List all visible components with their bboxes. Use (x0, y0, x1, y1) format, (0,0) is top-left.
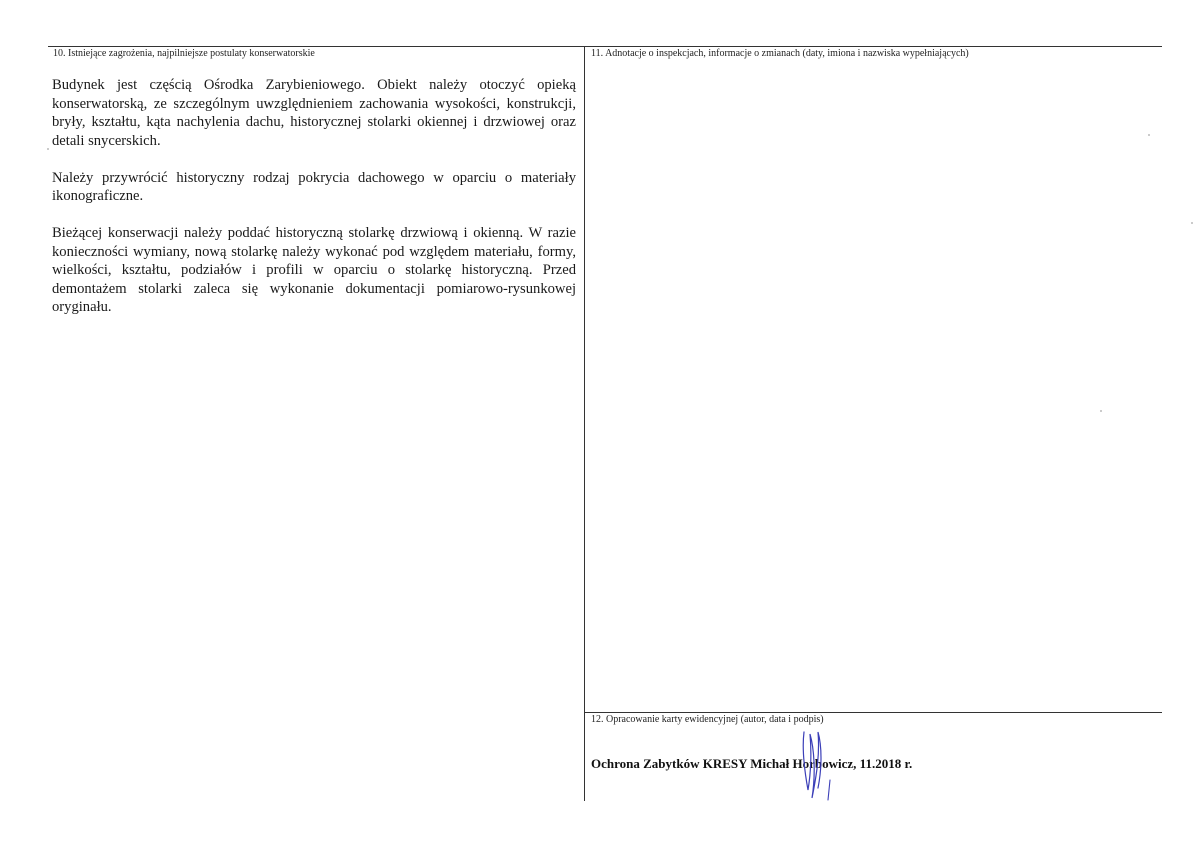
section-12-rule (584, 712, 1162, 713)
column-divider (584, 46, 585, 801)
top-rule-right (584, 46, 1162, 47)
author-line: Ochrona Zabytków KRESY Michał Horbowicz, 11.2018 r. (591, 756, 913, 771)
field-10-paragraph-3: Bieżącej konserwacji należy poddać historyczną stolarkę drzwiową i okienną. W razie konieczności wymiany, nową stolarkę należy wykonać pod względem materiału, formy, wielkości, kształtu, podziałów i profili w oparciu o stolarkę historyczną. Przed demontażem stolarki zaleca się wykonanie dokumentacji pomiarowo-rysunkowej oryginału. (52, 225, 576, 315)
scan-speck (1148, 134, 1150, 136)
field-10-paragraph-1: Budynek jest częścią Ośrodka Zarybieniowego. Obiekt należy otoczyć opieką konserwatorską, ze szczególnym uwzględnieniem zachowania wysokości, konstrukcji, bryły, kształtu, kąta nachylenia dachu, historycznej stolarki okiennej i drzwiowej oraz detali snycerskich. (52, 77, 576, 149)
handwritten-signature (790, 728, 840, 808)
field-10-content (52, 76, 576, 317)
top-rule-left (48, 46, 584, 47)
field-10-label: 10. Istniejące zagrożenia, najpilniejsze postulaty konserwatorskie (53, 48, 315, 59)
field-10-paragraph-2: Należy przywrócić historyczny rodzaj pokrycia dachowego w oparciu o materiały ikonograficzne. (52, 169, 576, 204)
scan-speck (47, 148, 49, 150)
field-12-label: 12. Opracowanie karty ewidencyjnej (autor, data i podpis) (591, 714, 824, 725)
field-11-label: 11. Adnotacje o inspekcjach, informacje o zmianach (daty, imiona i nazwiska wypełniających) (591, 48, 969, 59)
scan-speck (1100, 410, 1102, 412)
scan-speck (1191, 222, 1193, 224)
